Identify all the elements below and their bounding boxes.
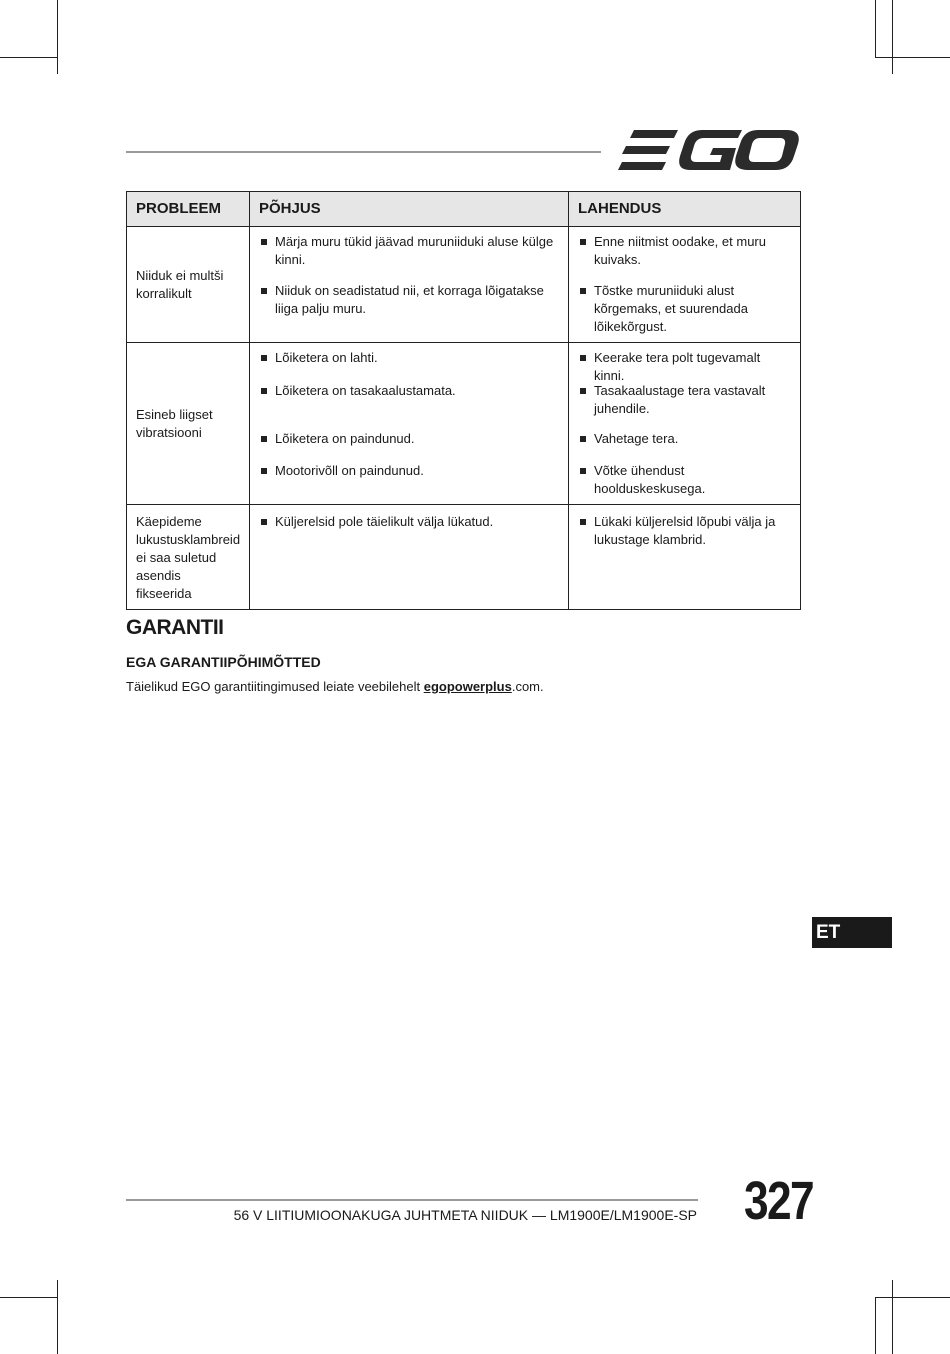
warranty-subheading: EGA GARANTIIPÕHIMÕTTED <box>126 654 321 670</box>
cause-item: Niiduk on seadistatud nii, et korraga lõigatakse liiga palju muru. <box>259 282 559 318</box>
crop-mark <box>875 57 950 58</box>
solution-item: Keerake tera polt tugevamalt kinni. <box>578 349 791 382</box>
table-row <box>127 343 801 505</box>
troubleshooting-table <box>126 191 801 610</box>
cause-item: Lõiketera on tasakaalustamata. <box>259 382 559 430</box>
ego-logo <box>618 128 800 172</box>
cause-item: Lõiketera on paindunud. <box>259 430 559 462</box>
cause-item: Märja muru tükid jäävad muruniiduki aluse külge kinni. <box>259 233 559 282</box>
warranty-link[interactable]: egopowerplus <box>423 679 512 694</box>
cause-item: Lõiketera on lahti. <box>259 349 559 382</box>
table-header-row <box>127 192 801 227</box>
warranty-text-before: Täielikud EGO garantiitingimused leiate veebilehelt <box>126 679 424 694</box>
crop-mark <box>57 0 58 74</box>
crop-mark <box>875 0 876 57</box>
crop-mark <box>0 57 57 58</box>
crop-mark <box>892 0 893 74</box>
problem-cell: Niiduk ei multši korralikult <box>127 227 250 343</box>
crop-mark <box>0 1297 57 1298</box>
warranty-text <box>126 679 544 694</box>
table-row <box>127 227 801 343</box>
solution-item: Enne niitmist oodake, et muru kuivaks. <box>578 233 791 282</box>
solution-item: Lükaki küljerelsid lõpubi välja ja lukustage klambrid. <box>578 513 791 549</box>
page-number: 327 <box>744 1171 813 1231</box>
warranty-heading: GARANTII <box>126 616 224 639</box>
cause-item: Mootorivõll on paindunud. <box>259 462 559 480</box>
header-rule <box>126 151 601 153</box>
crop-mark <box>875 1297 950 1298</box>
solution-item: Tõstke muruniiduki alust kõrgemaks, et suurendada lõikekõrgust. <box>578 282 791 336</box>
solution-cell <box>569 343 801 505</box>
warranty-text-after: .com. <box>511 679 544 694</box>
language-tab: ET <box>812 917 892 948</box>
footer-rule <box>126 1199 698 1201</box>
cause-cell <box>250 227 569 343</box>
solution-cell <box>569 227 801 343</box>
crop-mark <box>875 1297 876 1354</box>
problem-cell: Käepideme lukustusklambreid ei saa suletud asendis fikseerida <box>127 505 250 610</box>
cause-item: Küljerelsid pole täielikult välja lükatud. <box>259 513 559 531</box>
solution-item: Võtke ühendust hoolduskeskusega. <box>578 462 791 498</box>
crop-mark <box>892 1280 893 1354</box>
solution-item: Tasakaalustage tera vastavalt juhendile. <box>578 382 791 430</box>
cause-cell <box>250 343 569 505</box>
table-row <box>127 505 801 610</box>
cause-cell <box>250 505 569 610</box>
header-cause: PÕHJUS <box>250 192 569 227</box>
crop-mark <box>57 1280 58 1354</box>
header-solution: LAHENDUS <box>569 192 801 227</box>
header-problem: PROBLEEM <box>127 192 250 227</box>
problem-cell: Esineb liigset vibratsiooni <box>127 343 250 505</box>
solution-cell <box>569 505 801 610</box>
solution-item: Vahetage tera. <box>578 430 791 462</box>
footer-title: 56 V LIITIUMIOONAKUGA JUHTMETA NIIDUK — LM1900E/LM1900E-SP <box>233 1207 697 1223</box>
